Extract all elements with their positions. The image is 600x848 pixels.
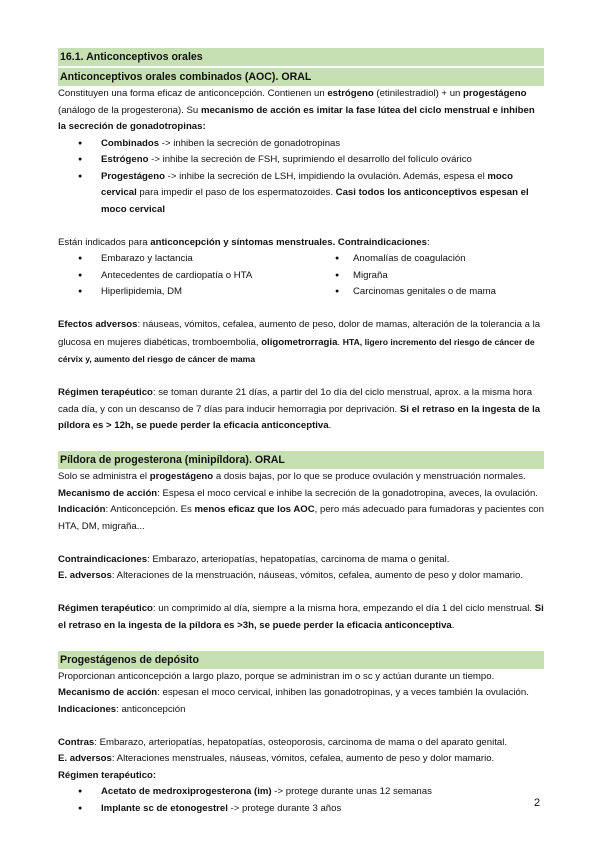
aoc-regimen: Régimen terapéutico: se toman durante 21 días, a partir del 1o día del ciclo menstrual, aprox. a la misma hora cada día, y con un descanso de 7 días para inducir hemorragia por deprivación. Si el retraso en la ingesta de la píldora es > 12h, se puede perder la eficacia anticonceptiva. (58, 387, 541, 431)
contraindications-right (315, 251, 544, 301)
depot-contras: Contras: Embarazo, arteriopatías, hepatopatías, osteoporosis, carcinoma de mama o del aparato genital. (58, 736, 508, 748)
page-number: 2 (534, 797, 541, 809)
aoc-indications: Están indicados para anticoncepción y síntomas menstruales. Contraindicaciones: (58, 236, 430, 248)
list-item: ● Carcinomas genitales o de mama (315, 284, 544, 301)
list-item: ● Progestágeno -> inhibe la secreción de LSH, impidiendo la ovulación. Además, espesa el moco cervical para impedir el paso de los espermatozoides. Casi todos los anticonceptivos espesan el moco cervical (58, 169, 544, 219)
list-item: ● Antecedentes de cardiopatía o HTA (58, 268, 315, 285)
aoc-adverse-effects: Efectos adversos: náuseas, vómitos, cefalea, aumento de peso, dolor de mamas, alteración de la tolerancia a la glucosa en mujeres diabéticas, tromboembolia, oligometrorragia. HTA, ligero incremento del riesgo de cáncer de cérvix y, aumento del riesgo de cáncer de mama (58, 319, 541, 364)
list-item: ● Embarazo y lactancia (58, 251, 315, 268)
document-page (58, 48, 544, 817)
aoc-contraindications (58, 251, 544, 301)
depot-intro: Proporcionan anticoncepción a largo plazo, porque se administran im o sc y actúan durante un tiempo. (58, 670, 495, 682)
list-item: ● Acetato de medroxiprogesterona (im) -> protege durante unas 12 semanas (58, 784, 544, 801)
minipill-adverse: E. adversos: Alteraciones de la menstruación, náuseas, vómitos, cefalea, aumento de peso y dolor mamario. (58, 570, 524, 581)
list-item: ● Combinados -> inhiben la secreción de gonadotropinas (58, 136, 544, 153)
depot-heading: Progestágenos de depósito (58, 651, 544, 669)
aoc-heading: Anticonceptivos orales combinados (AOC). ORAL (58, 68, 544, 86)
minipill-intro: Solo se administra el progestágeno a dosis bajas, por lo que se produce ovulación y menstruación normales. (58, 471, 526, 482)
depot-regimen-label: Régimen terapéutico: (58, 769, 157, 781)
aoc-mechanism-list (58, 136, 544, 219)
list-item: ● Implante sc de etonogestrel -> protege durante 3 años (58, 801, 544, 818)
minipill-regimen: Régimen terapéutico: un comprimido al día, siempre a la misma hora, empezando el día 1 del ciclo menstrual. Si el retraso en la ingesta de la píldora es >3h, se puede perder la eficacia anticonceptiva. (58, 603, 544, 631)
aoc-intro: Constituyen una forma eficaz de anticoncepción. Contienen un estrógeno (etinilestradiol) + un progestágeno (análogo de la progesterona). Su mecanismo de acción es imitar la fase lútea del ciclo menstrual e inhiben la secreción de gonadotropinas: (58, 88, 535, 132)
depot-regimen-list (58, 784, 544, 817)
minipill-contraindications: Contraindicaciones: Embarazo, arteriopatías, hepatopatías, carcinoma de mama o genital. (58, 553, 450, 565)
section-title: 16.1. Anticonceptivos orales (58, 48, 544, 66)
list-item: ● Hiperlipidemia, DM (58, 284, 315, 301)
list-item: ● Migraña (315, 268, 544, 285)
minipill-heading: Píldora de progesterona (minipíldora). ORAL (58, 451, 544, 469)
contraindications-left (58, 251, 315, 301)
depot-adverse: E. adversos: Alteraciones menstruales, náuseas, vómitos, cefalea, aumento de peso y dolor mamario. (58, 753, 495, 764)
list-item: ● Anomalías de coagulación (315, 251, 544, 268)
minipill-indication: Indicación: Anticoncepción. Es menos eficaz que los AOC, pero más adecuado para fumadoras y pacientes con HTA, DM, migraña... (58, 504, 544, 532)
list-item: ● Estrógeno -> inhibe la secreción de FSH, suprimiendo el desarrollo del folículo ovárico (58, 152, 544, 169)
depot-mechanism: Mecanismo de acción: espesan el moco cervical, inhiben las gonadotropinas, y a veces también la ovulación. Indicaciones: anticoncepción (58, 687, 529, 715)
minipill-mechanism: Mecanismo de acción: Espesa el moco cervical e inhibe la secreción de la gonadotropina, aveces, la ovulación. (58, 487, 538, 499)
